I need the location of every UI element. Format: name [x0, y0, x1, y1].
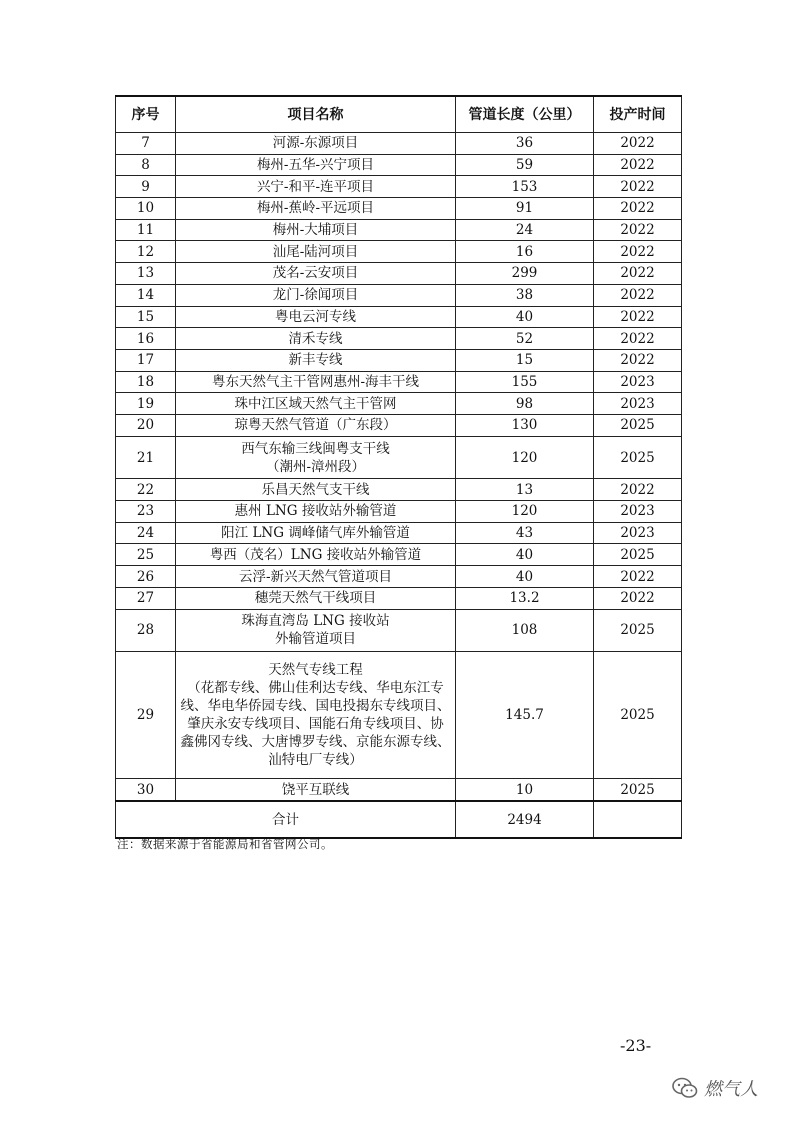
- cell-year: 2022: [594, 349, 682, 371]
- watermark-text: 燃气人: [704, 1079, 758, 1100]
- cell-no: 8: [116, 154, 176, 176]
- cell-length: 10: [456, 779, 594, 801]
- table-row: [116, 371, 682, 393]
- cell-year: 2025: [594, 544, 682, 566]
- cell-length: 38: [456, 284, 594, 306]
- cell-no: 30: [116, 779, 176, 801]
- cell-year: 2022: [594, 284, 682, 306]
- pipeline-table: [115, 95, 682, 839]
- cell-no: 29: [116, 652, 176, 779]
- cell-name: 琼粤天然气管道（广东段）: [176, 414, 456, 436]
- cell-name: 龙门-徐闻项目: [176, 284, 456, 306]
- cell-length: 52: [456, 328, 594, 350]
- table-row: [116, 544, 682, 566]
- cell-name: 惠州 LNG 接收站外输管道: [176, 501, 456, 523]
- cell-no: 10: [116, 198, 176, 220]
- table-row: [116, 154, 682, 176]
- cell-no: 13: [116, 263, 176, 285]
- cell-year: 2023: [594, 371, 682, 393]
- header-no: 序号: [116, 96, 176, 133]
- cell-year: 2022: [594, 241, 682, 263]
- cell-name: 云浮-新兴天然气管道项目: [176, 566, 456, 588]
- cell-year: 2023: [594, 522, 682, 544]
- cell-year: 2022: [594, 328, 682, 350]
- cell-name: 天然气专线工程 （花都专线、佛山佳利达专线、华电东江专 线、华电华侨园专线、国电投揭东专线项目、 肇庆永安专线项目、国能石角专线项目、协 鑫佛冈专线、大唐博罗专线、京能东源专线、 汕特电厂专线）: [176, 652, 456, 779]
- cell-length: 13: [456, 479, 594, 501]
- table-body: [116, 133, 682, 802]
- cell-no: 20: [116, 414, 176, 436]
- total-row: [116, 801, 682, 838]
- table-row: [116, 176, 682, 198]
- cell-year: 2025: [594, 609, 682, 652]
- cell-year: 2022: [594, 479, 682, 501]
- table-row: [116, 587, 682, 609]
- cell-no: 23: [116, 501, 176, 523]
- cell-no: 25: [116, 544, 176, 566]
- cell-length: 24: [456, 219, 594, 241]
- cell-name: 梅州-蕉岭-平远项目: [176, 198, 456, 220]
- cell-name: 兴宁-和平-连平项目: [176, 176, 456, 198]
- cell-name: 饶平互联线: [176, 779, 456, 801]
- table-row: [116, 501, 682, 523]
- cell-length: 98: [456, 393, 594, 415]
- wechat-icon: [672, 1077, 698, 1099]
- cell-length: 40: [456, 566, 594, 588]
- cell-year: 2025: [594, 652, 682, 779]
- total-label: 合计: [116, 801, 456, 838]
- cell-name: 珠中江区域天然气主干管网: [176, 393, 456, 415]
- table-row: [116, 436, 682, 479]
- cell-length: 91: [456, 198, 594, 220]
- cell-length: 120: [456, 436, 594, 479]
- cell-year: 2022: [594, 219, 682, 241]
- cell-no: 24: [116, 522, 176, 544]
- table-row: [116, 133, 682, 155]
- table-row: [116, 198, 682, 220]
- cell-no: 21: [116, 436, 176, 479]
- cell-year: 2023: [594, 501, 682, 523]
- cell-length: 16: [456, 241, 594, 263]
- cell-year: 2025: [594, 414, 682, 436]
- cell-length: 153: [456, 176, 594, 198]
- cell-name: 新丰专线: [176, 349, 456, 371]
- cell-name: 粤东天然气主干管网惠州-海丰干线: [176, 371, 456, 393]
- cell-length: 120: [456, 501, 594, 523]
- cell-no: 28: [116, 609, 176, 652]
- cell-year: 2022: [594, 587, 682, 609]
- watermark: [672, 1075, 758, 1101]
- table-row: [116, 328, 682, 350]
- cell-length: 299: [456, 263, 594, 285]
- cell-length: 155: [456, 371, 594, 393]
- cell-no: 16: [116, 328, 176, 350]
- cell-name: 阳江 LNG 调峰储气库外输管道: [176, 522, 456, 544]
- cell-name: 西气东输三线闽粤支干线 （潮州-漳州段）: [176, 436, 456, 479]
- cell-no: 9: [116, 176, 176, 198]
- cell-year: 2025: [594, 779, 682, 801]
- cell-year: 2025: [594, 436, 682, 479]
- table-row: [116, 393, 682, 415]
- cell-year: 2022: [594, 263, 682, 285]
- header-length: 管道长度（公里）: [456, 96, 594, 133]
- cell-year: 2022: [594, 133, 682, 155]
- cell-length: 43: [456, 522, 594, 544]
- cell-name: 乐昌天然气支干线: [176, 479, 456, 501]
- cell-length: 13.2: [456, 587, 594, 609]
- cell-no: 17: [116, 349, 176, 371]
- cell-name: 粤西（茂名）LNG 接收站外输管道: [176, 544, 456, 566]
- cell-name: 梅州-大埔项目: [176, 219, 456, 241]
- table-header-row: [116, 96, 682, 133]
- cell-name: 梅州-五华-兴宁项目: [176, 154, 456, 176]
- cell-year: 2022: [594, 198, 682, 220]
- table-row: [116, 652, 682, 779]
- cell-name: 汕尾-陆河项目: [176, 241, 456, 263]
- cell-name: 茂名-云安项目: [176, 263, 456, 285]
- cell-length: 108: [456, 609, 594, 652]
- cell-year: 2022: [594, 176, 682, 198]
- cell-no: 15: [116, 306, 176, 328]
- cell-no: 18: [116, 371, 176, 393]
- cell-no: 27: [116, 587, 176, 609]
- cell-length: 40: [456, 544, 594, 566]
- cell-no: 26: [116, 566, 176, 588]
- table-row: [116, 779, 682, 801]
- cell-length: 145.7: [456, 652, 594, 779]
- table-row: [116, 306, 682, 328]
- cell-year: 2023: [594, 393, 682, 415]
- cell-no: 12: [116, 241, 176, 263]
- header-year: 投产时间: [594, 96, 682, 133]
- table-row: [116, 609, 682, 652]
- cell-length: 36: [456, 133, 594, 155]
- page-number: -23-: [620, 1036, 652, 1055]
- cell-length: 40: [456, 306, 594, 328]
- cell-no: 7: [116, 133, 176, 155]
- cell-length: 15: [456, 349, 594, 371]
- total-year-empty: [594, 801, 682, 838]
- total-value: 2494: [456, 801, 594, 838]
- table-row: [116, 479, 682, 501]
- source-note: 注：数据来源于省能源局和省管网公司。: [117, 837, 333, 851]
- table-row: [116, 566, 682, 588]
- header-name: 项目名称: [176, 96, 456, 133]
- cell-no: 11: [116, 219, 176, 241]
- cell-year: 2022: [594, 566, 682, 588]
- cell-name: 河源-东源项目: [176, 133, 456, 155]
- table-row: [116, 349, 682, 371]
- table-row: [116, 241, 682, 263]
- cell-year: 2022: [594, 154, 682, 176]
- cell-name: 珠海直湾岛 LNG 接收站 外输管道项目: [176, 609, 456, 652]
- cell-no: 19: [116, 393, 176, 415]
- cell-no: 22: [116, 479, 176, 501]
- cell-name: 粤电云河专线: [176, 306, 456, 328]
- cell-length: 130: [456, 414, 594, 436]
- cell-length: 59: [456, 154, 594, 176]
- cell-name: 穗莞天然气干线项目: [176, 587, 456, 609]
- cell-name: 清禾专线: [176, 328, 456, 350]
- cell-no: 14: [116, 284, 176, 306]
- table-row: [116, 414, 682, 436]
- table-row: [116, 284, 682, 306]
- cell-year: 2022: [594, 306, 682, 328]
- table-row: [116, 522, 682, 544]
- table-row: [116, 219, 682, 241]
- table-row: [116, 263, 682, 285]
